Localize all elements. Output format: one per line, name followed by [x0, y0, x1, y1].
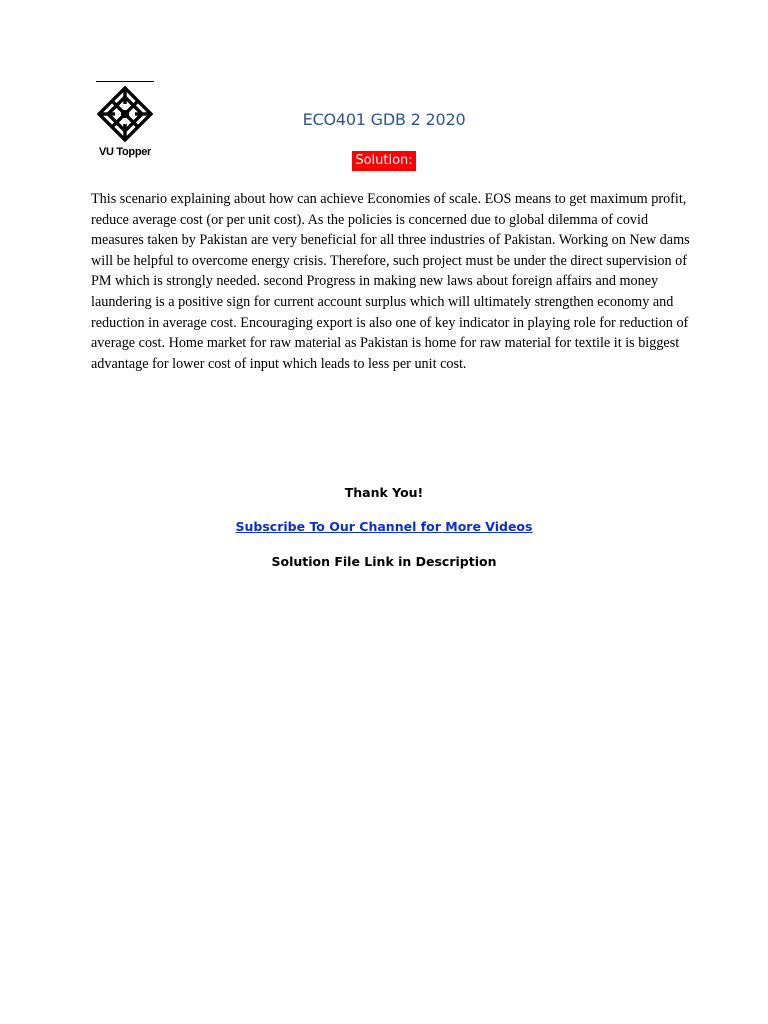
thank-you-text: Thank You!: [344, 485, 424, 500]
document-title: ECO401 GDB 2 2020: [302, 110, 466, 129]
solution-heading: Solution:: [352, 151, 415, 171]
solution-heading-wrap: [0, 151, 768, 171]
solution-paragraph: This scenario explaining about how can achieve Economies of scale. EOS means to get maximum profit, reduce average cost (or per unit cost). As the policies is concerned due to global dilemma of covid measures taken by Pakistan are very beneficial for all three industries of Pakistan. Working on New dams will be helpful to overcome energy crisis. Therefore, such project must be under the direct supervision of PM which is strongly needed. second Progress in making new laws about foreign affairs and money laundering is a positive sign for current account surplus which will ultimately strengthen economy and reduction in average cost. Encouraging export is also one of key indicator in playing role for reduction of average cost. Home market for raw material as Pakistan is home for raw material for textile it is biggest advantage for lower cost of input which leads to less per unit cost.: [91, 191, 690, 372]
subscribe-link[interactable]: Subscribe To Our Channel for More Videos: [235, 519, 533, 534]
description-note: Solution File Link in Description: [271, 554, 497, 569]
logo-text: VU Topper: [98, 146, 152, 158]
logo-rule: [96, 81, 154, 82]
subscribe-line: [0, 519, 768, 534]
